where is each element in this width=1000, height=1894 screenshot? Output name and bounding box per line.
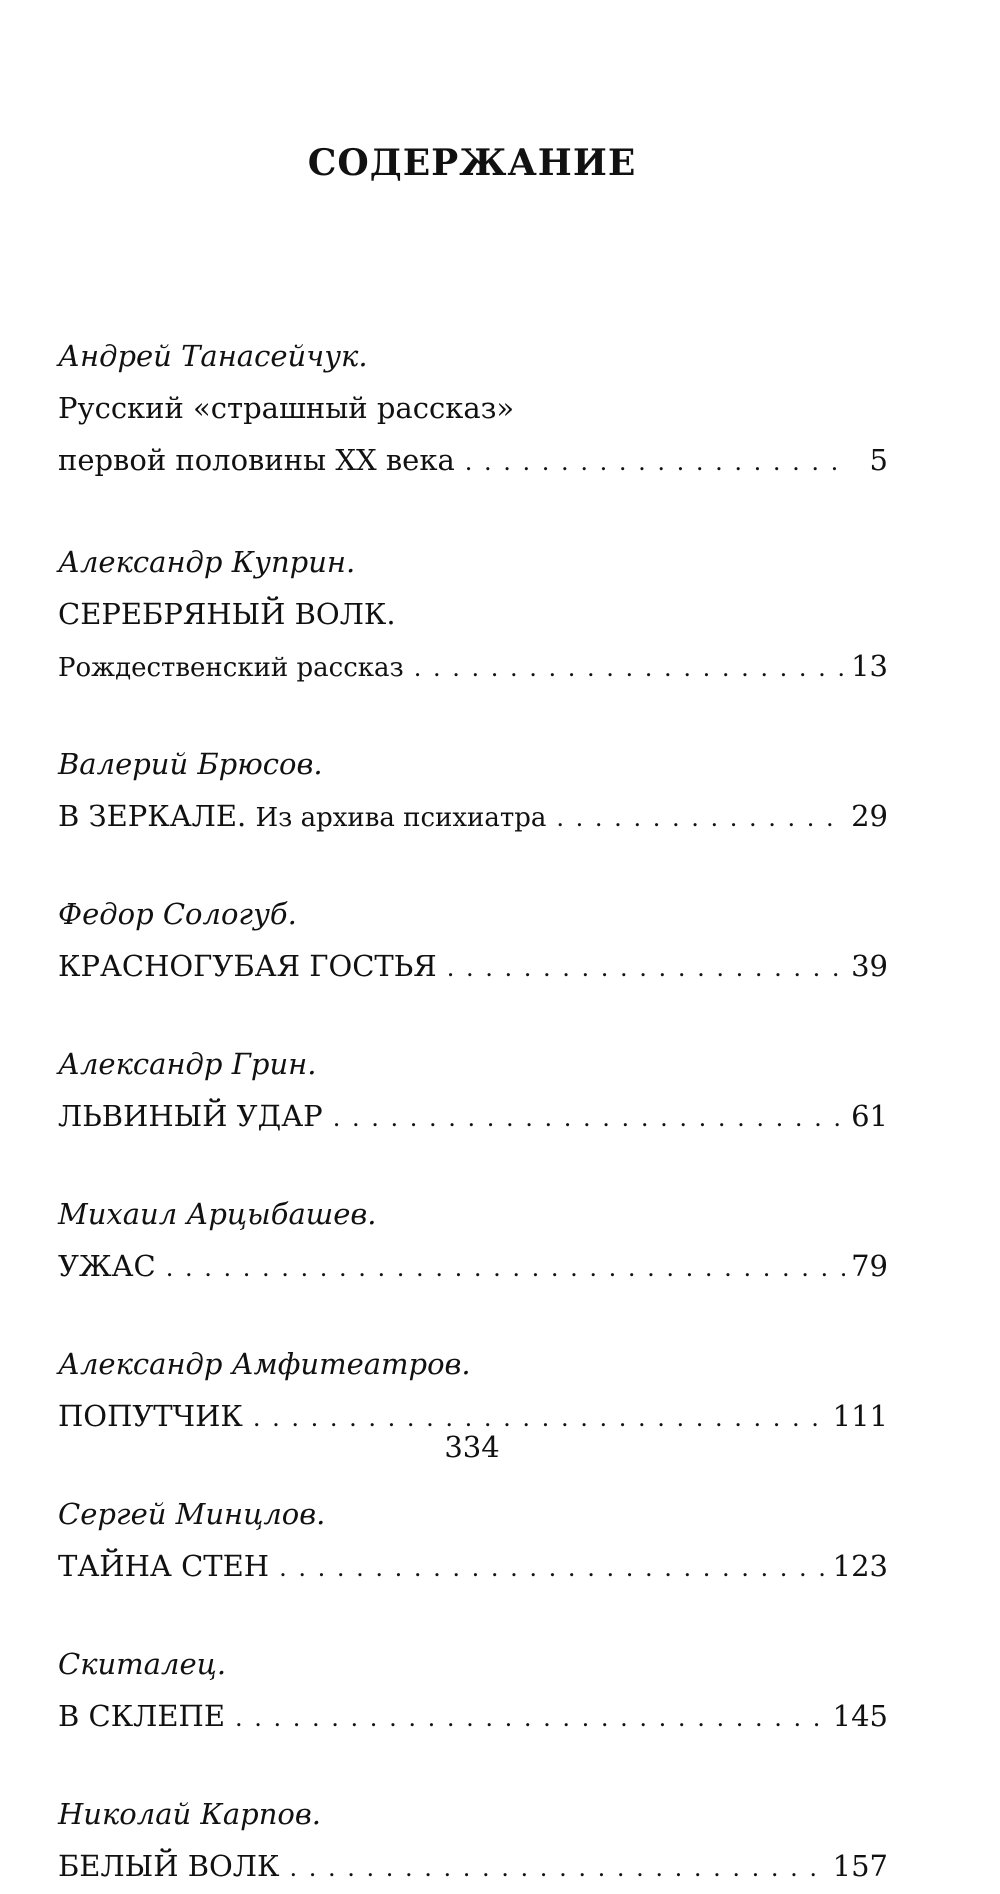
toc-author: Михаил Арцыбашев.: [58, 1197, 377, 1231]
toc-entry: [58, 1788, 888, 1892]
toc-row: [58, 1540, 888, 1592]
toc-title-line: СЕРЕБРЯНЫЙ ВОЛК.: [58, 597, 396, 631]
toc-label: [58, 1540, 269, 1592]
toc-author: Сергей Минцлов.: [58, 1497, 326, 1531]
toc-entry: [58, 1338, 888, 1442]
entry-gap: [58, 1142, 888, 1188]
toc-title: БЕЛЫЙ ВОЛК: [58, 1849, 280, 1883]
toc-title: КРАСНОГУБАЯ ГОСТЬЯ: [58, 949, 437, 983]
table-of-contents: [58, 330, 888, 1892]
toc-label: [58, 1240, 156, 1292]
dot-leader: [279, 1542, 827, 1594]
entry-gap: [58, 992, 888, 1038]
toc-entry: [58, 1638, 888, 1742]
toc-page-number: 39: [851, 949, 888, 983]
toc-row: [58, 790, 888, 842]
toc-page-number: 123: [832, 1549, 888, 1583]
toc-page-number: 29: [851, 799, 888, 833]
dot-leader: [447, 942, 845, 994]
toc-label: [58, 1690, 225, 1742]
toc-author: Николай Карпов.: [58, 1797, 321, 1831]
toc-page-number: 61: [851, 1099, 888, 1133]
toc-title-line: Русский «страшный рассказ»: [58, 391, 515, 425]
entry-gap: [58, 692, 888, 738]
entry-gap: [58, 1592, 888, 1638]
toc-title: УЖАС: [58, 1249, 156, 1283]
toc-row: [58, 434, 888, 486]
toc-title: первой половины XX века: [58, 443, 455, 477]
toc-subtitle: Из архива психиатра: [255, 803, 547, 833]
dot-leader: [289, 1842, 826, 1894]
toc-entry: [58, 1488, 888, 1592]
toc-entry: [58, 888, 888, 992]
toc-page-number: 5: [869, 443, 888, 477]
toc-title: В СКЛЕПЕ: [58, 1699, 225, 1733]
toc-page-number: 79: [851, 1249, 888, 1283]
toc-page-number: 157: [832, 1849, 888, 1883]
toc-title: ПОПУТЧИК: [58, 1399, 243, 1433]
toc-entry: [58, 1188, 888, 1292]
toc-author: Федор Сологуб.: [58, 897, 297, 931]
entry-gap: [58, 486, 888, 536]
toc-label: [58, 940, 437, 992]
toc-page-number: 145: [832, 1699, 888, 1733]
toc-row: [58, 940, 888, 992]
toc-title: В ЗЕРКАЛЕ.: [58, 799, 247, 833]
toc-row: [58, 1840, 888, 1892]
toc-author: Александр Амфитеатров.: [58, 1347, 471, 1381]
toc-entry: [58, 1038, 888, 1142]
toc-row: [58, 640, 888, 692]
entry-gap: [58, 1742, 888, 1788]
toc-page-number: 111: [832, 1399, 888, 1433]
toc-author: Александр Куприн.: [58, 545, 356, 579]
toc-title: ЛЬВИНЫЙ УДАР: [58, 1099, 323, 1133]
toc-label: [58, 1090, 323, 1142]
entry-gap: [58, 842, 888, 888]
toc-label: [58, 1840, 279, 1892]
dot-leader: [166, 1242, 845, 1294]
toc-row: [58, 1240, 888, 1292]
dot-leader: [556, 792, 845, 844]
dot-leader: [235, 1692, 827, 1744]
dot-leader: [333, 1092, 845, 1144]
toc-entry: [58, 738, 888, 842]
toc-label: [58, 790, 546, 844]
dot-leader: [414, 642, 845, 694]
toc-entry: [58, 536, 888, 692]
contents-heading: СОДЕРЖАНИЕ: [307, 142, 637, 184]
toc-subtitle: Рождественский рассказ: [58, 653, 404, 683]
toc-row: [58, 1090, 888, 1142]
toc-author: Скиталец.: [58, 1647, 227, 1681]
toc-row: [58, 1690, 888, 1742]
toc-title: ТАЙНА СТЕН: [58, 1549, 270, 1583]
toc-author: Андрей Танасейчук.: [58, 339, 368, 373]
dot-leader: [465, 436, 852, 488]
toc-label: [58, 434, 455, 486]
toc-author: Александр Грин.: [58, 1047, 317, 1081]
toc-page-number: 13: [851, 649, 888, 683]
entry-gap: [58, 1292, 888, 1338]
page-number: 334: [444, 1430, 500, 1464]
toc-author: Валерий Брюсов.: [58, 747, 323, 781]
toc-label: [58, 640, 404, 694]
toc-entry: [58, 330, 888, 486]
